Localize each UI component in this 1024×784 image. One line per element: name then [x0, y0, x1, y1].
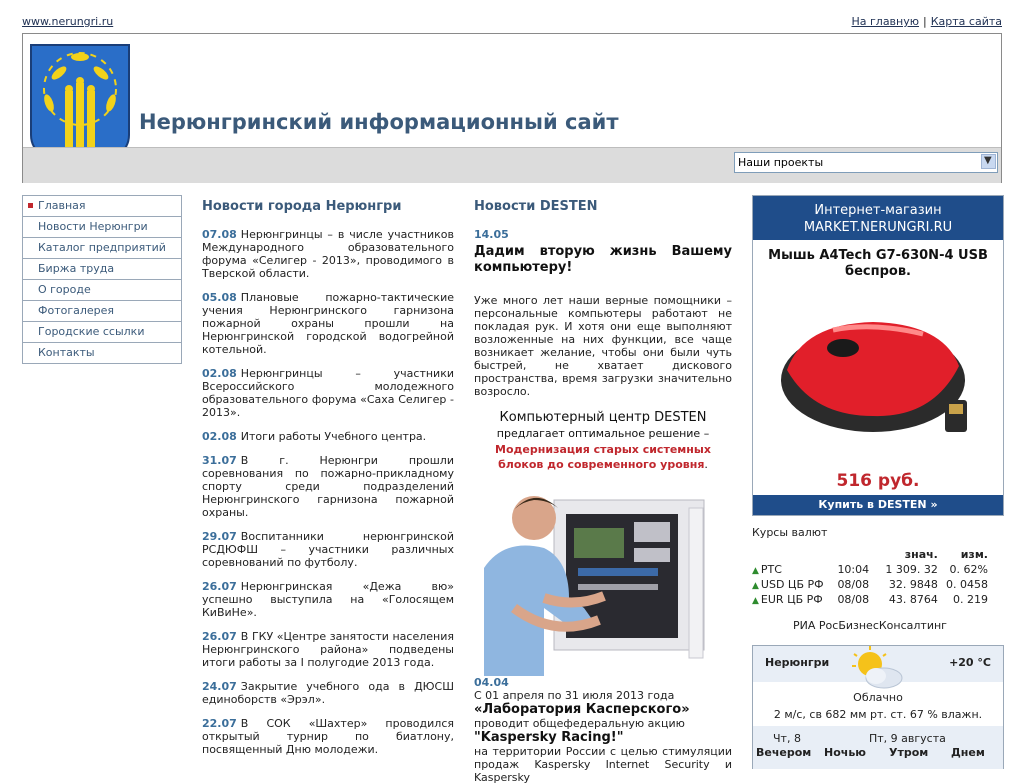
desten-news-mid: проводит общефедеральную акцию — [474, 717, 685, 730]
desten-ad-highlight-text: Модернизация старых системных блоков до современного уровня — [495, 443, 711, 471]
nav-item-label: О городе — [38, 283, 91, 296]
shop-banner[interactable] — [752, 195, 1004, 516]
nav-item-news[interactable] — [22, 217, 182, 238]
arrow-up-icon: ▲ — [752, 596, 759, 606]
news-item — [202, 430, 454, 443]
news-item — [202, 680, 454, 706]
rate-name: РТС — [760, 563, 782, 576]
news-link[interactable]: Закрытие учебного ода в ДЮСШ единоборств «Эрэл». — [202, 680, 454, 706]
weather-city: Нерюнгри — [765, 656, 830, 669]
news-link[interactable]: Воспитанники нерюнгринской РСДЮФШ – участники различных соревнований по футболу. — [202, 530, 454, 569]
shop-price: 516 руб. — [836, 471, 920, 491]
news-item — [202, 454, 454, 519]
shop-product-name: Мышь A4Tech G7-630N-4 USB беспров. — [768, 248, 988, 279]
desten-ad-block[interactable] — [474, 410, 732, 472]
news-link[interactable]: Нерюнгринцы – участники Всероссийского молодежного образовательного форума «Саха Селигер - 2013». — [202, 367, 454, 419]
weather-forecast — [753, 726, 1003, 769]
news-item — [202, 367, 454, 419]
rate-change: 0. 62% — [949, 563, 988, 576]
rates-col-change: изм. — [960, 548, 988, 561]
buy-button[interactable]: Купить в DESTEN » — [753, 495, 1003, 515]
news-date: 22.07 — [202, 717, 237, 730]
news-link[interactable]: Нерюнгринская «Дежа вю» успешно выступила на «Голосящем КиВиНе». — [202, 580, 454, 619]
weather-temperature: +20 °C — [949, 656, 991, 669]
rates-table — [752, 547, 988, 607]
rate-value: 1 309. 32 — [885, 563, 938, 576]
news-link[interactable]: Итоги работы Учебного центра. — [240, 430, 427, 443]
news-date: 29.07 — [202, 530, 237, 543]
desten-news-title[interactable]: Дадим вторую жизнь Вашему компьютеру! — [474, 244, 732, 275]
news-item — [202, 530, 454, 569]
news-item — [202, 228, 454, 280]
news-item — [202, 630, 454, 669]
link-separator: | — [923, 15, 927, 28]
nav-item-gallery[interactable] — [22, 301, 182, 322]
news-link[interactable]: Нерюнгринцы – в числе участников Международного образовательного форума «Селигер - 2013», проводимого в Тверской области. — [202, 228, 454, 280]
news-item — [202, 717, 454, 756]
forecast-part: Ночью — [824, 746, 866, 759]
desten-news-heading: Новости DESTEN — [474, 199, 598, 214]
weather-top — [753, 646, 1003, 682]
desten-news-action: "Kaspersky Racing!" — [474, 730, 624, 745]
rate-name: USD ЦБ РФ — [760, 578, 824, 591]
rate-date: 08/08 — [837, 578, 870, 591]
sitemap-link[interactable]: Карта сайта — [930, 15, 1002, 28]
nav-item-about-city[interactable] — [22, 280, 182, 301]
weather-details: 2 м/с, св 682 мм рт. ст. 67 % влажн. — [773, 708, 983, 721]
nav-item-label: Главная — [38, 199, 86, 212]
desten-news-date: 14.05 — [474, 228, 509, 241]
nav-item-jobs[interactable] — [22, 259, 182, 280]
rates-col-value: знач. — [904, 548, 938, 561]
nav-item-label: Контакты — [38, 346, 95, 359]
nav-item-city-links[interactable] — [22, 322, 182, 343]
home-link[interactable]: На главную — [851, 15, 920, 28]
nav-item-label: Каталог предприятий — [38, 241, 166, 254]
projects-select[interactable] — [734, 152, 998, 173]
news-date: 24.07 — [202, 680, 237, 693]
top-links-bar — [0, 0, 1024, 32]
news-date: 07.08 — [202, 228, 237, 241]
rate-change: 0. 219 — [953, 593, 988, 606]
rates-title: Курсы валют — [752, 526, 828, 539]
rates-source-link[interactable]: РИА РосБизнесКонсалтинг — [793, 619, 947, 632]
weather-widget[interactable] — [752, 645, 1004, 769]
nav-item-home[interactable] — [22, 195, 182, 217]
currency-rates — [752, 526, 1002, 632]
desten-news-text: на территории России с целью стимуляции продаж Kaspersky Internet Security и Kaspersky — [474, 745, 732, 784]
city-news-heading: Новости города Нерюнгри — [202, 199, 402, 214]
news-date: 02.08 — [202, 367, 237, 380]
city-news-list — [202, 228, 454, 767]
nav-item-catalog[interactable] — [22, 238, 182, 259]
desten-news-date: 04.04 — [474, 676, 509, 689]
forecast-part: Днем — [951, 746, 985, 759]
chevron-down-icon: ▼ — [984, 155, 992, 166]
rate-name: EUR ЦБ РФ — [760, 593, 823, 606]
rate-value: 32. 9848 — [888, 578, 938, 591]
nav-item-label: Биржа труда — [38, 262, 115, 275]
desten-ad-title: Компьютерный центр DESTEN — [499, 410, 707, 425]
projects-select-value: Наши проекты — [738, 156, 824, 169]
desten-news-text: Уже много лет наши верные помощники – персональные компьютеры работают не покладая рук. И хотя они еще выполняют возложенные на них функции, все чаще возникает желание, чтобы они были чуть быстрей, не хватает дискового пространства, время загрузки значительно возросло. — [474, 294, 732, 398]
rate-value: 43. 8764 — [888, 593, 938, 606]
rate-date: 08/08 — [837, 593, 870, 606]
rate-row — [752, 577, 988, 592]
news-date: 05.08 — [202, 291, 237, 304]
nav-item-contacts[interactable] — [22, 343, 182, 364]
rate-row — [752, 562, 988, 577]
active-bullet-icon — [28, 203, 33, 208]
news-link[interactable]: В г. Нерюнгри прошли соревнования по пожарно-прикладному спорту среди подразделений Нерюнгринского гарнизона пожарной охраны. — [202, 454, 454, 519]
desten-technician-photo[interactable] — [474, 488, 732, 676]
left-nav-menu — [22, 195, 182, 364]
news-link[interactable]: В СОК «Шахтер» проводился открытый турнир по биатлону, посвященный Дню молодежи. — [202, 717, 454, 756]
desten-ad-dot: . — [704, 458, 708, 471]
desten-news-lead: С 01 апреля по 31 июля 2013 года — [474, 689, 675, 702]
site-url-link[interactable]: www.nerungri.ru — [22, 15, 114, 28]
news-item — [202, 291, 454, 356]
nav-item-label: Фотогалерея — [38, 304, 115, 317]
desten-news-title[interactable]: «Лаборатория Касперского» — [474, 702, 690, 717]
forecast-day-2: Пт, 9 августа — [869, 732, 946, 745]
mouse-product-image — [773, 300, 983, 445]
news-link[interactable]: Плановые пожарно-тактические учения Нерюнгринского гарнизона пожарной охраны прошли на Нерюнгринской городской водогрейной котельной. — [202, 291, 454, 356]
rate-change: 0. 0458 — [946, 578, 988, 591]
shop-name: Интернет-магазин — [814, 203, 942, 218]
forecast-day-1: Чт, 8 — [773, 732, 801, 745]
rate-row — [752, 592, 988, 607]
site-title: Нерюнгринский информационный сайт — [139, 110, 619, 134]
desten-ad-subtitle: предлагает оптимальное решение – — [496, 427, 710, 440]
desten-news-1 — [474, 228, 732, 398]
shop-banner-header — [753, 196, 1003, 240]
forecast-part: Вечером — [756, 746, 812, 759]
nav-item-label: Городские ссылки — [38, 325, 145, 338]
news-date: 02.08 — [202, 430, 237, 443]
news-date: 31.07 — [202, 454, 237, 467]
shop-domain: MARKET.NERUNGRI.RU — [803, 220, 953, 235]
news-date: 26.07 — [202, 630, 237, 643]
news-date: 26.07 — [202, 580, 237, 593]
forecast-part: Утром — [889, 746, 929, 759]
nav-item-label: Новости Нерюнгри — [38, 220, 148, 233]
arrow-up-icon: ▲ — [752, 566, 759, 576]
select-dropdown-button[interactable] — [981, 154, 996, 169]
weather-condition: Облачно — [853, 691, 903, 704]
rates-header-row — [752, 547, 988, 562]
news-item — [202, 580, 454, 619]
arrow-up-icon: ▲ — [752, 581, 759, 591]
top-right-links — [852, 15, 1003, 28]
news-link[interactable]: В ГКУ «Центре занятости населения Нерюнгринского района» подведены итоги работы за I полугодие 2013 года. — [202, 630, 454, 669]
site-header — [22, 33, 1002, 183]
desten-ad-highlight — [474, 442, 732, 472]
partly-cloudy-icon — [848, 646, 908, 690]
rate-date: 10:04 — [837, 563, 870, 576]
